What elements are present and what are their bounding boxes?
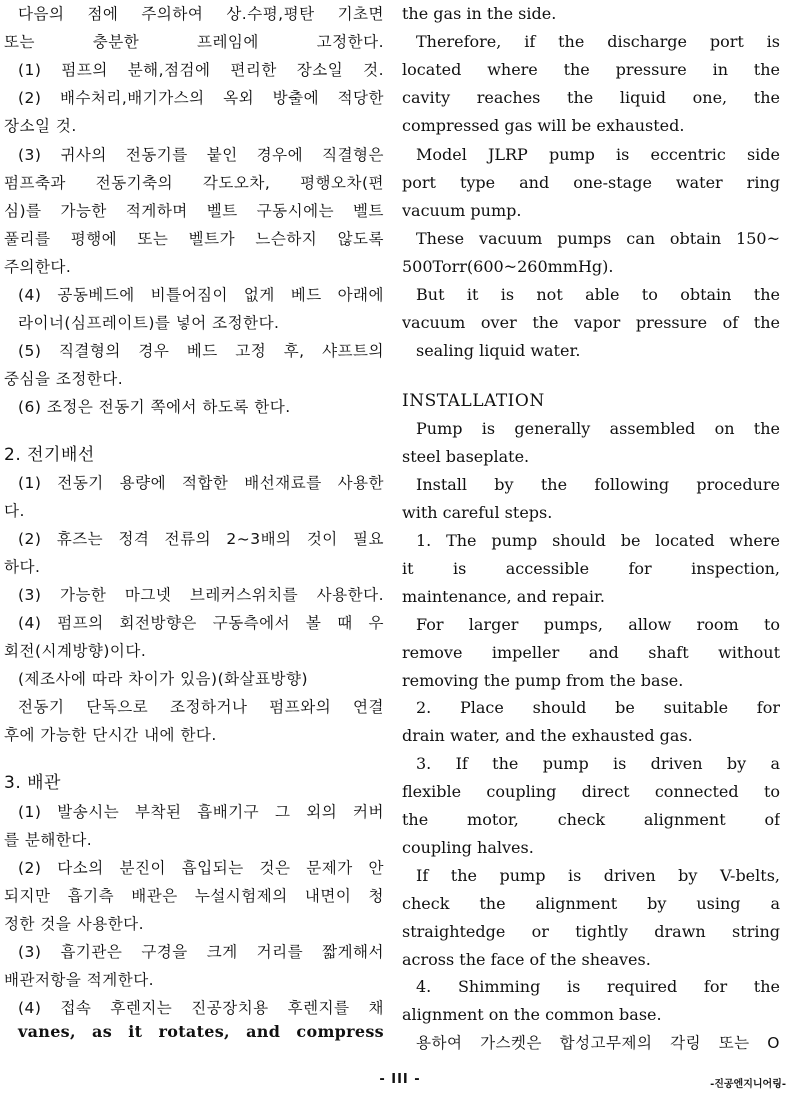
text-line: 2. Place should be suitable for bbox=[416, 698, 780, 717]
text-line: 하다. bbox=[4, 558, 41, 576]
text-line: (2) 휴즈는 정격 전류의 2~3배의 것이 필요 bbox=[18, 530, 384, 548]
text-line: Therefore, if the discharge port is bbox=[416, 32, 780, 51]
text-line: But it is not able to obtain the bbox=[416, 285, 780, 304]
text-line: (2) 배수처리,배기가스의 옥외 방출에 적당한 bbox=[18, 89, 384, 107]
text-line: the motor, check alignment of bbox=[402, 810, 780, 829]
text-line: 심)를 가능한 적게하며 벨트 구동시에는 벨트 bbox=[4, 202, 384, 220]
text-line: it is accessible for inspection, bbox=[402, 559, 780, 578]
text-line: (5) 직결형의 경우 베드 고정 후, 샤프트의 bbox=[18, 342, 384, 360]
page-number: - III - bbox=[379, 1072, 421, 1087]
text-line: Model JLRP pump is eccentric side bbox=[416, 145, 780, 164]
text-line: port type and one-stage water ring bbox=[402, 173, 780, 192]
text-line: 500Torr(600~260mmHg). bbox=[402, 257, 614, 276]
text-line: 라이너(심프레이트)를 넣어 조정한다. bbox=[18, 314, 280, 332]
text-line: sealing liquid water. bbox=[416, 341, 581, 360]
text-line: 회전(시계방향)이다. bbox=[4, 642, 147, 660]
text-line: Pump is generally assembled on the bbox=[416, 419, 780, 438]
text-line: with careful steps. bbox=[402, 503, 553, 522]
text-line: removing the pump from the base. bbox=[402, 671, 684, 690]
text-line: (3) 흡기관은 구경을 크게 거리를 짧게해서 bbox=[18, 943, 384, 961]
text-line: flexible coupling direct connected to bbox=[402, 782, 780, 801]
text-line: (3) 가능한 마그넷 브레커스위치를 사용한다. bbox=[18, 586, 384, 604]
text-line: maintenance, and repair. bbox=[402, 587, 605, 606]
text-line: 다. bbox=[4, 502, 25, 520]
text-line: check the alignment by using a bbox=[402, 894, 780, 913]
text-line: 장소일 것. bbox=[4, 117, 77, 135]
text-line: 1. The pump should be located where bbox=[416, 531, 780, 550]
text-line: (2) 다소의 분진이 흡입되는 것은 문제가 안 bbox=[18, 859, 384, 877]
text-line: If the pump is driven by V-belts, bbox=[416, 866, 780, 885]
text-line: 4. Shimming is required for the bbox=[416, 977, 780, 996]
text-line: (4) 접속 후렌지는 진공장치용 후렌지를 채 bbox=[18, 999, 384, 1017]
company-name: -진공엔지니어링- bbox=[710, 1079, 786, 1090]
text-line: (6) 조정은 전동기 쪽에서 하도록 한다. bbox=[18, 398, 291, 416]
text-line: (3) 귀사의 전동기를 붙인 경우에 직결형은 bbox=[18, 146, 384, 164]
text-line: 또는 충분한 프레임에 고정한다. bbox=[4, 33, 384, 51]
text-line: vacuum over the vapor pressure of the bbox=[402, 313, 780, 332]
text-line: (1) 펌프의 분해,점검에 편리한 장소일 것. bbox=[18, 61, 384, 79]
text-line: drain water, and the exhausted gas. bbox=[402, 726, 693, 745]
text-line: 풀리를 평행에 또는 벨트가 느슨하지 않도록 bbox=[4, 230, 384, 248]
text-line: (1) 발송시는 부착된 흡배기구 그 외의 커버 bbox=[18, 803, 384, 821]
text-line: steel baseplate. bbox=[402, 447, 530, 466]
text-line: 후에 가능한 단시간 내에 한다. bbox=[4, 726, 217, 744]
text-line: vanes, as it rotates, and compress bbox=[18, 1022, 384, 1041]
section-heading: INSTALLATION bbox=[402, 391, 545, 411]
section-heading: 2. 전기배선 bbox=[4, 445, 95, 465]
text-line: 중심을 조정한다. bbox=[4, 370, 124, 388]
text-line: 3. If the pump is driven by a bbox=[416, 754, 780, 773]
text-line: 정한 것을 사용한다. bbox=[4, 915, 145, 933]
text-line: 를 분해한다. bbox=[4, 831, 93, 849]
text-line: vacuum pump. bbox=[402, 201, 522, 220]
section-heading: 3. 배관 bbox=[4, 773, 61, 793]
text-line: coupling halves. bbox=[402, 838, 534, 857]
text-line: Install by the following procedure bbox=[416, 475, 780, 494]
text-line: 다음의 점에 주의하여 상.수평,평탄 기초면 bbox=[18, 5, 384, 23]
text-line: (4) 공동베드에 비틀어짐이 없게 베드 아래에 bbox=[18, 286, 384, 304]
text-line: the gas in the side. bbox=[402, 4, 557, 23]
text-line: 배관저항을 적게한다. bbox=[4, 971, 155, 989]
text-line: 되지만 흡기측 배관은 누설시험제의 내면이 청 bbox=[4, 887, 384, 905]
text-line: 전동기 단독으로 조정하거나 펌프와의 연결 bbox=[18, 698, 384, 716]
text-line: cavity reaches the liquid one, the bbox=[402, 88, 780, 107]
text-line: across the face of the sheaves. bbox=[402, 950, 651, 969]
text-line: straightedge or tightly drawn string bbox=[402, 922, 780, 941]
text-line: 주의한다. bbox=[4, 258, 72, 276]
text-line: alignment on the common base. bbox=[402, 1005, 662, 1024]
text-line: These vacuum pumps can obtain 150~ bbox=[416, 229, 780, 248]
text-line: remove impeller and shaft without bbox=[402, 643, 780, 662]
text-line: 펌프축과 전동기축의 각도오차, 평행오차(편 bbox=[4, 174, 384, 192]
text-line: 용하여 가스켓은 합성고무제의 각링 또는 O bbox=[416, 1034, 780, 1052]
text-line: (1) 전동기 용량에 적합한 배선재료를 사용한 bbox=[18, 474, 384, 492]
text-line: For larger pumps, allow room to bbox=[416, 615, 780, 634]
text-line: compressed gas will be exhausted. bbox=[402, 116, 685, 135]
text-line: located where the pressure in the bbox=[402, 60, 780, 79]
text-line: (4) 펌프의 회전방향은 구동측에서 볼 때 우 bbox=[18, 614, 384, 632]
text-line: (제조사에 따라 차이가 있음)(화살표방향) bbox=[18, 670, 309, 688]
